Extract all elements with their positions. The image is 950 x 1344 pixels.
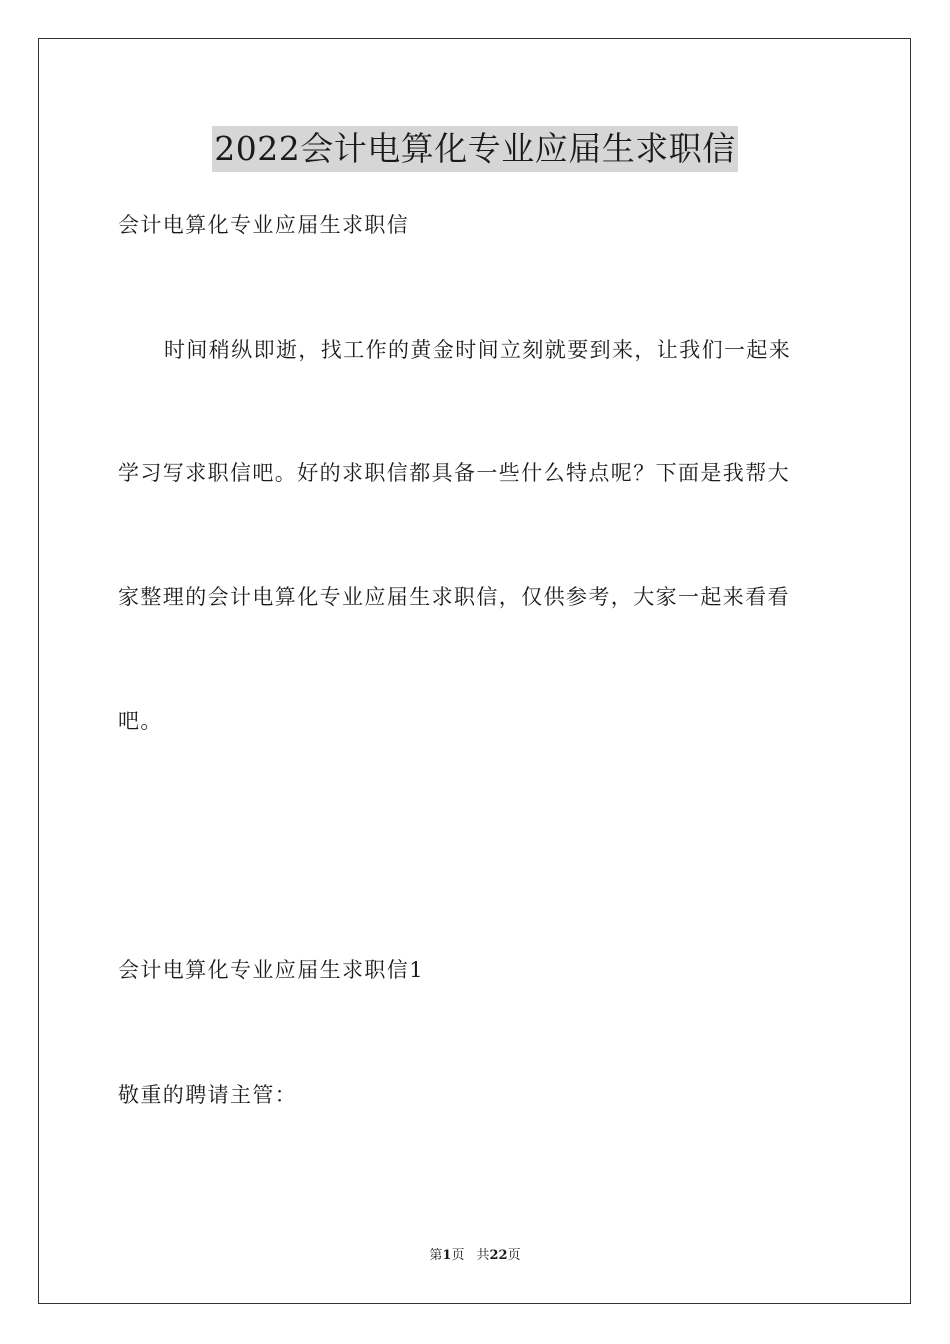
footer-total-prefix: 共 [476, 1248, 490, 1263]
document-title-text: 2022会计电算化专业应届生求职信 [212, 126, 737, 172]
footer-page-prefix: 第 [429, 1248, 443, 1263]
page-footer [0, 1246, 950, 1266]
section-heading: 会计电算化专业应届生求职信1 [118, 958, 424, 982]
intro-line-4: 吧。 [118, 709, 163, 733]
intro-line-2: 学习写求职信吧。好的求职信都具备一些什么特点呢？下面是我帮大 [118, 461, 790, 485]
footer-page-suffix: 页 [451, 1248, 465, 1263]
footer-page-total: 22 [489, 1248, 508, 1263]
document-subtitle: 会计电算化专业应届生求职信 [118, 213, 410, 237]
document-title [0, 126, 950, 178]
salutation: 敬重的聘请主管： [118, 1083, 298, 1107]
intro-line-3: 家整理的会计电算化专业应届生求职信，仅供参考，大家一起来看看 [118, 585, 790, 609]
footer-total-suffix: 页 [507, 1248, 521, 1263]
footer-page-current: 1 [442, 1248, 452, 1263]
intro-line-1: 时间稍纵即逝，找工作的黄金时间立刻就要到来，让我们一起来 [164, 338, 792, 362]
